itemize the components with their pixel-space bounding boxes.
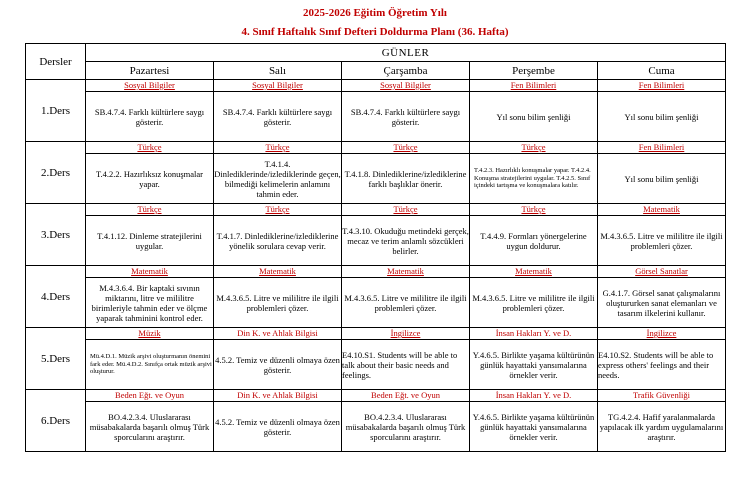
subject-label-tuesday: Matematik (214, 266, 342, 278)
subject-label-monday: Beden Eğt. ve Oyun (86, 390, 214, 402)
objective-text-tuesday: 4.5.2. Temiz ve düzenli olmaya özen gösterir. (214, 340, 342, 390)
subject-label-wednesday: Beden Eğt. ve Oyun (342, 390, 470, 402)
subject-label-friday: Matematik (598, 204, 726, 216)
objective-text-wednesday: SB.4.7.4. Farklı kültürlere saygı gösterir. (342, 92, 470, 142)
subject-label-monday: Sosyal Bilgiler (86, 80, 214, 92)
subject-label-tuesday: Din K. ve Ahlak Bilgisi (214, 328, 342, 340)
subject-label-wednesday: İngilizce (342, 328, 470, 340)
day-header-thursday: Perşembe (470, 62, 598, 80)
objective-text-tuesday: T.4.1.7. Dinlediklerine/izlediklerine yönelik sorulara cevap verir. (214, 216, 342, 266)
subject-label-tuesday: Sosyal Bilgiler (214, 80, 342, 92)
subject-label-friday: Görsel Sanatlar (598, 266, 726, 278)
lesson-label: 1.Ders (26, 80, 86, 142)
objective-text-thursday: Y.4.6.5. Birlikte yaşama kültürünün günlük hayattaki yansımalarına örnekler verir. (470, 340, 598, 390)
subject-label-monday: Matematik (86, 266, 214, 278)
objective-text-tuesday: M.4.3.6.5. Litre ve mililitre ile ilgili problemleri çözer. (214, 278, 342, 328)
subject-label-wednesday: Türkçe (342, 204, 470, 216)
objective-text-monday: BO.4.2.3.4. Uluslararası müsabakalarda başarılı olmuş Türk sporcularını araştırır. (86, 402, 214, 452)
document-subtitle: 4. Sınıf Haftalık Sınıf Defteri Doldurma Planı (36. Hafta) (241, 26, 509, 38)
subject-label-monday: Türkçe (86, 142, 214, 154)
objective-text-monday: T.4.1.12. Dinleme stratejilerini uygular. (86, 216, 214, 266)
objective-text-friday: Yıl sonu bilim şenliği (598, 92, 726, 142)
objective-text-wednesday: T.4.3.10. Okuduğu metindeki gerçek, mecaz ve terim anlamlı sözcükleri belirler. (342, 216, 470, 266)
subject-label-thursday: Fen Bilimleri (470, 80, 598, 92)
lessons-header: Dersler (26, 44, 86, 80)
objective-text-thursday: Y.4.6.5. Birlikte yaşama kültürünün günlük hayattaki yansımalarına örnekler verir. (470, 402, 598, 452)
subject-label-thursday: İnsan Hakları Y. ve D. (470, 390, 598, 402)
days-header: GÜNLER (86, 44, 726, 62)
day-header-wednesday: Çarşamba (342, 62, 470, 80)
objective-text-wednesday: T.4.1.8. Dinlediklerine/izlediklerine farklı başlıklar önerir. (342, 154, 470, 204)
day-header-friday: Cuma (598, 62, 726, 80)
subject-label-wednesday: Türkçe (342, 142, 470, 154)
objective-text-thursday: Yıl sonu bilim şenliği (470, 92, 598, 142)
objective-text-monday: M.4.3.6.4. Bir kaptaki sıvının miktarını, litre ve mililitre birimleriyle tahmin eder ve ölçme yaparak tahminini kontrol eder. (86, 278, 214, 328)
subject-label-thursday: Matematik (470, 266, 598, 278)
document-title: 2025-2026 Eğitim Öğretim Yılı (303, 7, 447, 19)
objective-text-monday: SB.4.7.4. Farklı kültürlere saygı gösterir. (86, 92, 214, 142)
objective-text-friday: M.4.3.6.5. Litre ve mililitre ile ilgili problemleri çözer. (598, 216, 726, 266)
lesson-label: 3.Ders (26, 204, 86, 266)
day-header-monday: Pazartesi (86, 62, 214, 80)
objective-text-wednesday: M.4.3.6.5. Litre ve mililitre ile ilgili problemleri çözer. (342, 278, 470, 328)
lesson-label: 4.Ders (26, 266, 86, 328)
subject-label-wednesday: Matematik (342, 266, 470, 278)
subject-label-thursday: Türkçe (470, 204, 598, 216)
objective-text-monday: T.4.2.2. Hazırlıksız konuşmalar yapar. (86, 154, 214, 204)
subject-label-tuesday: Türkçe (214, 204, 342, 216)
subject-label-tuesday: Din K. ve Ahlak Bilgisi (214, 390, 342, 402)
day-header-tuesday: Salı (214, 62, 342, 80)
objective-text-friday: TG.4.2.4. Hafif yaralanmalarda yapılacak ilk yardım uygulamalarını araştırır. (598, 402, 726, 452)
objective-text-thursday: T.4.2.3. Hazırlıklı konuşmalar yapar. T.4.2.4. Konuşma stratejilerini uygular. T.4.2.5. Sınıf içindeki tartışma ve konuşmalara katılır. (470, 154, 598, 204)
objective-text-tuesday: SB.4.7.4. Farklı kültürlere saygı gösterir. (214, 92, 342, 142)
subject-label-wednesday: Sosyal Bilgiler (342, 80, 470, 92)
subject-label-tuesday: Türkçe (214, 142, 342, 154)
objective-text-friday: Yıl sonu bilim şenliği (598, 154, 726, 204)
objective-text-wednesday: E4.10.S1. Students will be able to talk about their basic needs and feelings. (342, 340, 470, 390)
lesson-label: 6.Ders (26, 390, 86, 452)
objective-text-tuesday: T.4.1.4. Dinlediklerinde/izlediklerinde geçen, bilmediği kelimelerin anlamını tahmin eder. (214, 154, 342, 204)
objective-text-thursday: M.4.3.6.5. Litre ve mililitre ile ilgili problemleri çözer. (470, 278, 598, 328)
objective-text-monday: Mü.4.D.1. Müzik arşivi oluşturmanın önemini fark eder. Mü.4.D.2. Sınıfça ortak müzik arşivi oluşturur. (86, 340, 214, 390)
weekly-plan-table (25, 43, 726, 452)
subject-label-thursday: İnsan Hakları Y. ve D. (470, 328, 598, 340)
objective-text-thursday: T.4.4.9. Formları yönergelerine uygun doldurur. (470, 216, 598, 266)
lesson-label: 5.Ders (26, 328, 86, 390)
objective-text-friday: G.4.1.7. Görsel sanat çalışmalarını oluştururken sanat elemanları ve tasarım ilkelerini kullanır. (598, 278, 726, 328)
objective-text-wednesday: BO.4.2.3.4. Uluslararası müsabakalarda başarılı olmuş Türk sporcularını araştırır. (342, 402, 470, 452)
subject-label-friday: Fen Bilimleri (598, 80, 726, 92)
lesson-label: 2.Ders (26, 142, 86, 204)
subject-label-monday: Türkçe (86, 204, 214, 216)
subject-label-friday: Fen Bilimleri (598, 142, 726, 154)
subject-label-monday: Müzik (86, 328, 214, 340)
subject-label-friday: Trafik Güvenliği (598, 390, 726, 402)
subject-label-thursday: Türkçe (470, 142, 598, 154)
objective-text-friday: E4.10.S2. Students will be able to express others' feelings and their needs. (598, 340, 726, 390)
objective-text-tuesday: 4.5.2. Temiz ve düzenli olmaya özen gösterir. (214, 402, 342, 452)
subject-label-friday: İngilizce (598, 328, 726, 340)
